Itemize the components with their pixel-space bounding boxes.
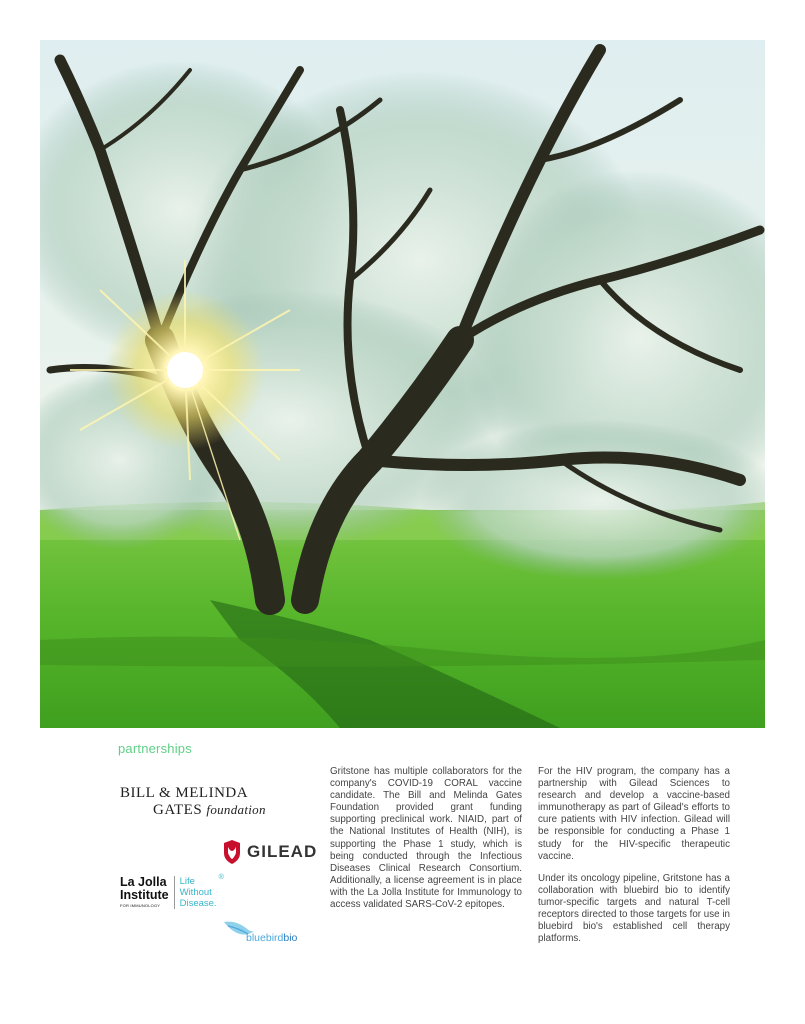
tree-photo (40, 40, 765, 728)
la-jolla-name-block (120, 876, 175, 909)
column2-paragraph-1: For the HIV program, the company has a partnership with Gilead Sciences to research and develop a vaccine-based immunotherapy as part of Gilead's efforts to cure patients with HIV infection. Gilead will be responsible for conducting a Phase 1 study for the HIV-specific therapeutic vaccine. (538, 766, 730, 862)
la-jolla-tag1: Life (179, 876, 195, 887)
column2-paragraph-2: Under its oncology pipeline, Gritstone has a collaboration with bluebird bio to identify tumor-specific targets and natural T-cell receptors directed to those targets for use in bluebird bio's established cell therapy platforms. (538, 872, 730, 945)
gates-foundation-logo (120, 785, 270, 821)
gilead-logo-word: GILEAD (247, 842, 318, 861)
la-jolla-tag3: Disease. (179, 898, 217, 909)
la-jolla-name-line1: La Jolla (120, 875, 167, 889)
body-column-1 (330, 766, 522, 921)
bluebird-bio-logo (222, 918, 322, 946)
la-jolla-name-line2: Institute (120, 888, 169, 902)
column1-paragraph-1: Gritstone has multiple collaborators for the company's COVID-19 CORAL vaccine candidate. The Bill and Melinda Gates Foundation provided grant funding supporting preclinical work. NIAID, part of the National Institutes of Health (NIH), is supporting the Phase 1 study, which is being conducted through the Infectious Diseases Clinical Research Consortium. Additionally, a license agreement is in place with the La Jolla Institute for Immunology to access validated SARS-CoV-2 epitopes. (330, 766, 522, 911)
gilead-mark-icon (222, 839, 242, 865)
gilead-logo (222, 838, 317, 866)
registered-mark: ® (218, 874, 224, 881)
la-jolla-tagline (175, 876, 217, 909)
gates-logo-line1: BILL & MELINDA (120, 785, 249, 801)
gates-logo-line2 (120, 801, 270, 819)
bluebird-word-a: bluebird (246, 932, 284, 944)
tree-photo-icon (40, 40, 765, 728)
section-label: partnerships (118, 741, 192, 756)
la-jolla-tag2: Without (179, 887, 212, 898)
la-jolla-sub: FOR IMMUNOLOGY (120, 903, 161, 908)
bluebird-logo-word (246, 932, 297, 944)
body-column-2 (538, 766, 730, 955)
la-jolla-institute-logo (120, 876, 224, 912)
gates-logo-word: GATES (153, 802, 203, 818)
gates-logo-italic: foundation (206, 802, 266, 817)
bluebird-word-b: bio (283, 932, 298, 944)
